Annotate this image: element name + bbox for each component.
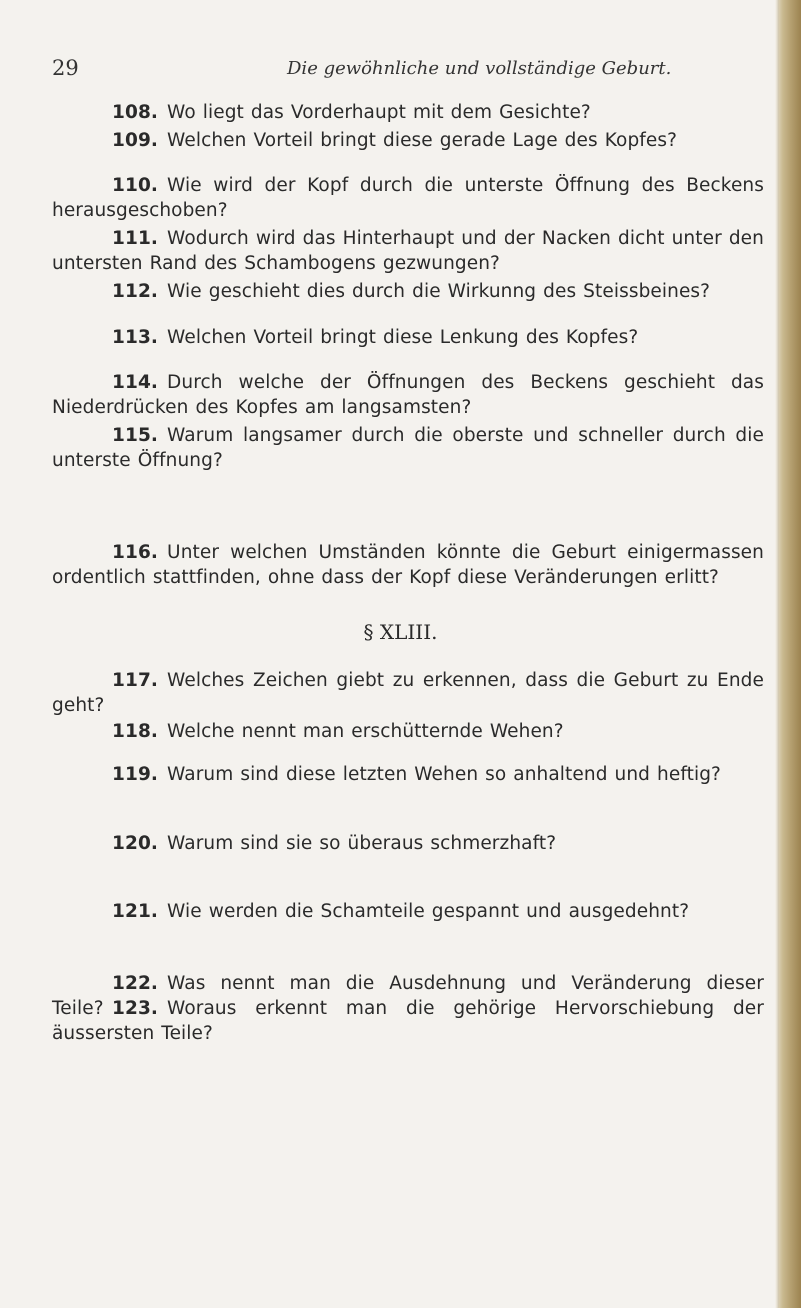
question-text: Wo liegt das Vorderhaupt mit dem Gesichte? bbox=[167, 102, 591, 123]
question-121 bbox=[52, 899, 764, 924]
question-text: Wodurch wird das Hinterhaupt und der Nacken dicht unter den untersten Rand des Schambogens gezwungen? bbox=[52, 228, 764, 274]
question-number: 114. bbox=[112, 372, 159, 393]
question-number: 115. bbox=[112, 425, 159, 446]
question-number: 122. bbox=[112, 973, 159, 994]
question-text: Welche nennt man erschütternde Wehen? bbox=[167, 721, 564, 742]
question-number: 121. bbox=[112, 901, 159, 922]
question-119 bbox=[52, 762, 764, 787]
question-number: 123. bbox=[112, 998, 159, 1019]
question-text: Welchen Vorteil bringt diese Lenkung des Kopfes? bbox=[167, 327, 639, 348]
question-text: Was nennt man die Ausdehnung und Veränderung dieser Teile? bbox=[52, 973, 764, 1019]
question-number: 112. bbox=[112, 281, 159, 302]
question-text: Warum langsamer durch die oberste und schneller durch die unterste Öffnung? bbox=[52, 425, 764, 471]
question-number: 113. bbox=[112, 327, 159, 348]
section-heading: § XLIII. bbox=[363, 620, 438, 644]
question-123 bbox=[52, 996, 764, 1046]
question-text: Welches Zeichen giebt zu erkennen, dass die Geburt zu Ende geht? bbox=[52, 670, 764, 716]
question-109 bbox=[52, 128, 764, 153]
question-number: 109. bbox=[112, 130, 159, 151]
question-115 bbox=[52, 423, 764, 473]
question-number: 120. bbox=[112, 833, 159, 854]
question-number: 118. bbox=[112, 721, 159, 742]
question-117 bbox=[52, 668, 764, 718]
question-110 bbox=[52, 173, 764, 223]
question-text: Wie geschieht dies durch die Wirkunng des Steissbeines? bbox=[167, 281, 711, 302]
question-118 bbox=[52, 719, 764, 744]
question-112 bbox=[52, 279, 764, 304]
page-edge bbox=[775, 0, 801, 1308]
page-number: 29 bbox=[52, 56, 79, 80]
question-text: Wie wird der Kopf durch die unterste Öffnung des Beckens herausgeschoben? bbox=[52, 175, 764, 221]
question-text: Warum sind diese letzten Wehen so anhaltend und heftig? bbox=[167, 764, 721, 785]
question-number: 111. bbox=[112, 228, 159, 249]
running-title: Die gewöhnliche und vollständige Geburt. bbox=[287, 58, 672, 79]
question-number: 108. bbox=[112, 102, 159, 123]
question-116 bbox=[52, 540, 764, 590]
question-111 bbox=[52, 226, 764, 276]
question-number: 110. bbox=[112, 175, 159, 196]
question-text: Durch welche der Öffnungen des Beckens geschieht das Niederdrücken des Kopfes am langsamsten? bbox=[52, 372, 764, 418]
question-108 bbox=[52, 100, 764, 125]
question-114 bbox=[52, 370, 764, 420]
question-text: Unter welchen Umständen könnte die Geburt einigermassen ordentlich stattfinden, ohne dass der Kopf diese Veränderungen erlitt? bbox=[52, 542, 764, 588]
question-number: 117. bbox=[112, 670, 159, 691]
question-number: 119. bbox=[112, 764, 159, 785]
question-text: Warum sind sie so überaus schmerzhaft? bbox=[167, 833, 557, 854]
question-number: 116. bbox=[112, 542, 159, 563]
question-text: Woraus erkennt man die gehörige Hervorschiebung der äussersten Teile? bbox=[52, 998, 764, 1044]
question-120 bbox=[52, 831, 764, 856]
question-text: Wie werden die Schamteile gespannt und ausgedehnt? bbox=[167, 901, 690, 922]
question-text: Welchen Vorteil bringt diese gerade Lage des Kopfes? bbox=[167, 130, 678, 151]
question-113 bbox=[52, 325, 764, 350]
page-header bbox=[52, 56, 764, 86]
